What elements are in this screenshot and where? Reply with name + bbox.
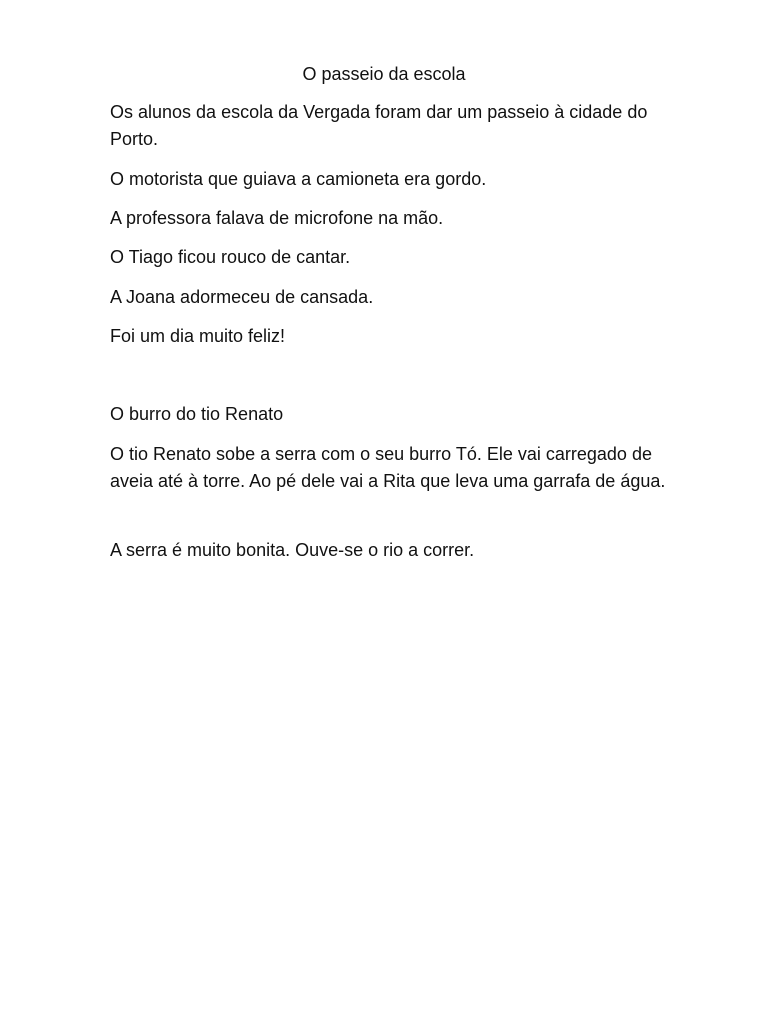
- story-paragraph: A Joana adormeceu de cansada.: [110, 287, 374, 307]
- story-paragraph: O Tiago ficou rouco de cantar.: [110, 247, 351, 267]
- story-paragraph: Os alunos da escola da Vergada foram dar um passeio à cidade do Porto.: [110, 102, 648, 149]
- story-paragraph: A professora falava de microfone na mão.: [110, 208, 444, 228]
- story-paragraph: O motorista que guiava a camioneta era gordo.: [110, 169, 487, 189]
- story-paragraph: A serra é muito bonita. Ouve-se o rio a correr.: [110, 540, 475, 560]
- story-paragraph: Foi um dia muito feliz!: [110, 326, 286, 346]
- story-title-burro: O burro do tio Renato: [110, 404, 284, 424]
- story-title-passeio: O passeio da escola: [302, 64, 466, 84]
- story-paragraph: O tio Renato sobe a serra com o seu burro Tó. Ele vai carregado de aveia até à torre. Ao pé dele vai a Rita que leva uma garrafa de água.: [110, 444, 666, 491]
